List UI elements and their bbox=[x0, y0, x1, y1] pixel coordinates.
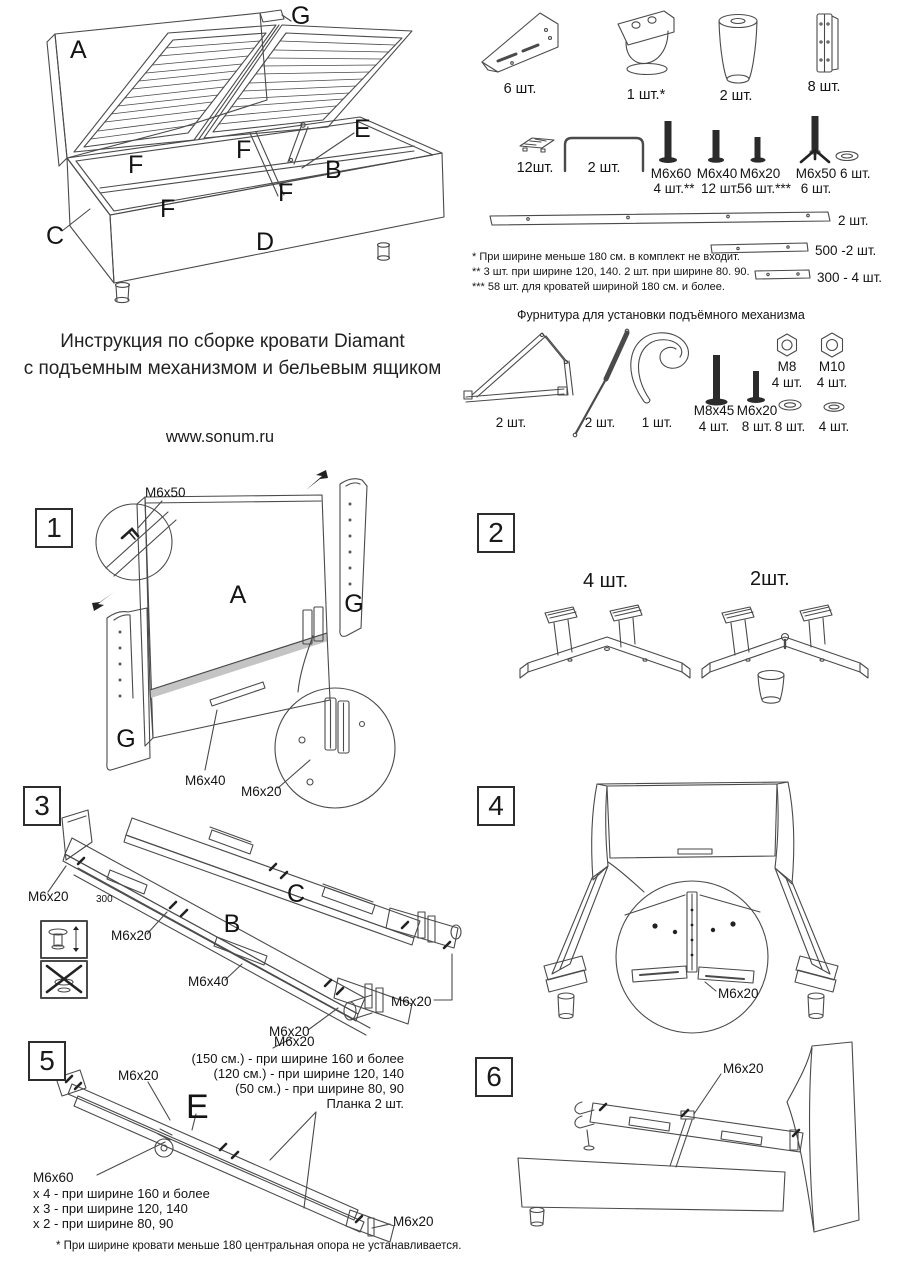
s3-foot-allowed-icon bbox=[41, 921, 87, 958]
doc-title bbox=[10, 328, 455, 382]
qty-mechanism: 2 шт. bbox=[495, 415, 527, 430]
s1-label-A: A bbox=[229, 581, 247, 609]
s3-label-m6x20-c: M6x20 bbox=[269, 1024, 310, 1039]
s2-left-bracket bbox=[520, 605, 690, 678]
step-2-number: 2 bbox=[477, 513, 515, 553]
washer-icon bbox=[836, 152, 858, 161]
s2-right-bracket bbox=[702, 605, 868, 703]
bolt-m6x50-icon bbox=[801, 116, 829, 162]
label-F2: F bbox=[236, 136, 252, 164]
s3-label-B: B bbox=[223, 910, 241, 938]
qty-nut-m8: 4 шт. bbox=[771, 375, 803, 390]
kit-note-1: * При ширине меньше 180 см. в комплект не входит. bbox=[472, 251, 740, 263]
s2-qty-left: 4 шт. bbox=[583, 570, 629, 592]
leg-bracket-icon bbox=[618, 11, 674, 75]
lift-hardware-title: Фурнитура для установки подъёмного механизма bbox=[517, 308, 805, 322]
qty-pad: 12шт. bbox=[516, 160, 554, 176]
s4-label-m6x20: M6x20 bbox=[718, 986, 759, 1001]
qty-washer-4: 4 шт. bbox=[818, 419, 850, 434]
kit-note-3: *** 58 шт. для кроватей шириной 180 см. и более. bbox=[472, 281, 725, 293]
label-F4: F bbox=[278, 179, 294, 207]
step-3-illustration bbox=[20, 780, 465, 1060]
label-m6x20-lift: M6x20 bbox=[736, 403, 778, 418]
label-m6x60: M6x60 bbox=[650, 166, 692, 181]
bolt-m6x40-icon bbox=[708, 130, 724, 163]
s1-label-m6x40: M6x40 bbox=[185, 773, 226, 788]
pad-icon bbox=[520, 138, 554, 152]
s5-bolt-note-3: х 2 - при ширине 80, 90 bbox=[33, 1216, 174, 1231]
step-6-illustration bbox=[460, 1040, 900, 1280]
label-m6x40: M6x40 bbox=[696, 166, 738, 181]
s3-label-m6x20-a: M6x20 bbox=[28, 889, 69, 904]
s5-width-note-1: (150 см.) - при ширине 160 и более bbox=[191, 1051, 404, 1066]
qty-strap: 1 шт. bbox=[641, 415, 673, 430]
qty-nut-m10: 4 шт. bbox=[816, 375, 848, 390]
nut-m8-icon bbox=[778, 334, 797, 356]
qty-slat-long: 2 шт. bbox=[838, 213, 869, 228]
bolt-m6x20-icon bbox=[751, 137, 766, 163]
label-F3: F bbox=[160, 195, 176, 223]
qty-m6x60: 4 шт.** bbox=[653, 181, 695, 196]
s5-label-m6x20-a: M6x20 bbox=[118, 1068, 159, 1083]
s5-bolt-note-1: х 4 - при ширине 160 и более bbox=[33, 1186, 210, 1201]
label-B: B bbox=[325, 156, 342, 184]
mount-plate-icon bbox=[817, 14, 838, 72]
label-m6x50: M6x50 bbox=[795, 166, 837, 181]
slat-short bbox=[755, 270, 810, 279]
s5-label-E: E bbox=[186, 1088, 209, 1126]
qty-staple: 2 шт. bbox=[587, 160, 621, 176]
nut-m10-icon bbox=[822, 333, 843, 357]
label-A: A bbox=[70, 36, 87, 64]
bolt-m6x20-lift-icon bbox=[747, 371, 765, 403]
s5-width-note-4: Планка 2 шт. bbox=[326, 1096, 404, 1111]
s3-label-m6x40: M6x40 bbox=[188, 974, 229, 989]
qty-washer-8: 8 шт. bbox=[774, 419, 806, 434]
qty-slat-short: 300 - 4 шт. bbox=[817, 270, 883, 285]
website-text: www.sonum.ru bbox=[165, 428, 275, 446]
qty-leg-bracket: 1 шт.* bbox=[626, 87, 666, 103]
qty-m6x20-lift: 8 шт. bbox=[741, 419, 773, 434]
s3-dim-300: 300 bbox=[96, 894, 113, 905]
parts-kit bbox=[468, 0, 900, 300]
s5-bolt-note-2: х 3 - при ширине 120, 140 bbox=[33, 1201, 188, 1216]
label-D: D bbox=[256, 228, 275, 256]
step-5-illustration bbox=[20, 1030, 465, 1280]
lift-mechanism-icon bbox=[464, 333, 573, 402]
s5-label-m6x20-b: M6x20 bbox=[274, 1034, 315, 1049]
s1-label-G-right: G bbox=[344, 590, 364, 618]
s2-qty-right: 2шт. bbox=[750, 568, 790, 590]
qty-washer: 6 шт. bbox=[840, 166, 871, 181]
qty-m6x40: 12 шт. bbox=[700, 181, 740, 196]
leg-icon bbox=[719, 15, 757, 84]
slat-long bbox=[490, 212, 830, 225]
s1-label-m6x50: M6x50 bbox=[145, 485, 186, 500]
s5-footnote: * При ширине кровати меньше 180 центральная опора не устанавливается. bbox=[56, 1240, 462, 1252]
s5-label-m6x20-c: M6x20 bbox=[393, 1214, 434, 1229]
s5-label-m6x60: M6x60 bbox=[33, 1170, 74, 1185]
step-2-illustration bbox=[470, 545, 900, 710]
washer-8-icon bbox=[779, 400, 801, 410]
qty-gas-spring: 2 шт. bbox=[584, 415, 616, 430]
qty-mount-plate: 8 шт. bbox=[807, 79, 841, 95]
label-C: C bbox=[46, 222, 65, 250]
s5-width-note-3: (50 см.) - при ширине 80, 90 bbox=[235, 1081, 404, 1096]
step-5-number: 5 bbox=[28, 1041, 66, 1081]
kit-note-2: ** 3 шт. при ширине 120, 140. 2 шт. при ширине 80. 90. bbox=[472, 266, 750, 278]
step-4-illustration bbox=[470, 770, 900, 1070]
label-m8x45: M8x45 bbox=[693, 403, 735, 418]
label-F1: F bbox=[128, 151, 144, 179]
step-6-number: 6 bbox=[475, 1057, 513, 1097]
step-3-number: 3 bbox=[23, 786, 61, 826]
s6-label-m6x20: M6x20 bbox=[723, 1061, 764, 1076]
step-1-number: 1 bbox=[35, 508, 73, 548]
doc-title-line2: с подъемным механизмом и бельевым ящиком bbox=[23, 358, 442, 379]
label-G: G bbox=[291, 2, 311, 30]
qty-m6x50: 6 шт. bbox=[800, 181, 832, 196]
label-m6x20: M6x20 bbox=[739, 166, 781, 181]
qty-m6x20: 56 шт.*** bbox=[737, 181, 791, 196]
label-nut-m8: M8 bbox=[777, 359, 797, 374]
strap-icon bbox=[631, 333, 689, 403]
qty-corner-bracket: 6 шт. bbox=[503, 81, 537, 97]
qty-leg: 2 шт. bbox=[719, 88, 753, 104]
s3-label-C: C bbox=[286, 880, 306, 908]
step-1-illustration bbox=[10, 460, 455, 822]
washer-4-icon bbox=[824, 403, 844, 412]
bolt-m6x60-icon bbox=[659, 121, 677, 163]
label-nut-m10: M10 bbox=[818, 359, 846, 374]
label-E: E bbox=[354, 115, 371, 143]
step-4-number: 4 bbox=[477, 786, 515, 826]
s5-width-note-2: (120 см.) - при ширине 120, 140 bbox=[213, 1066, 404, 1081]
bolt-m8x45-icon bbox=[706, 355, 728, 406]
doc-title-line1: Инструкция по сборке кровати Diamant bbox=[60, 331, 405, 352]
qty-slat-mid: 500 -2 шт. bbox=[815, 243, 877, 258]
s1-label-G-left: G bbox=[116, 725, 136, 753]
qty-m8x45: 4 шт. bbox=[698, 419, 730, 434]
s3-label-m6x20-d: M6x20 bbox=[391, 994, 432, 1009]
lift-hardware-kit bbox=[460, 305, 900, 450]
bed-overview-illustration bbox=[10, 0, 460, 325]
corner-bracket-icon bbox=[482, 13, 558, 72]
s3-label-m6x20-b: M6x20 bbox=[111, 928, 152, 943]
s1-label-m6x20: M6x20 bbox=[241, 784, 282, 799]
